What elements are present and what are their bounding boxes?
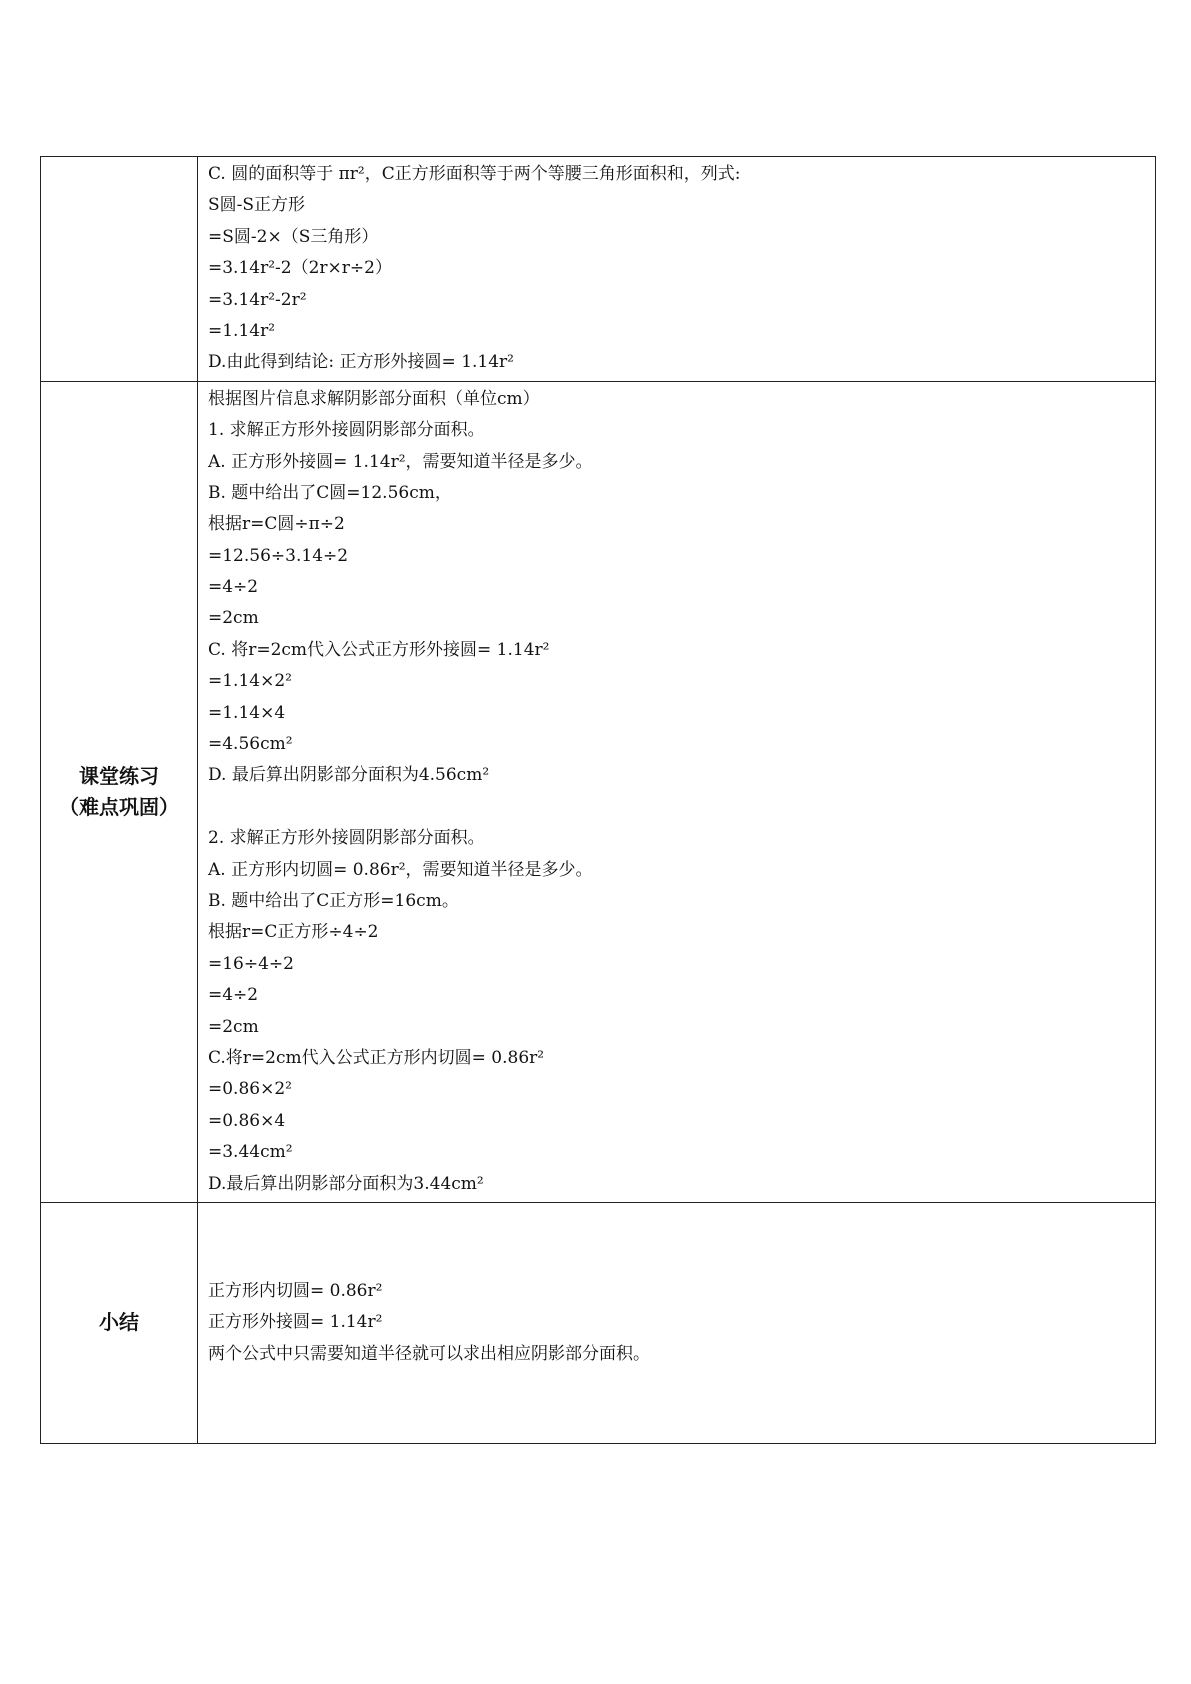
text-line: 两个公式中只需要知道半径就可以求出相应阴影部分面积。 xyxy=(208,1343,650,1364)
section-title: 小结 xyxy=(99,1310,139,1335)
text-line: D.由此得到结论: 正方形外接圆= 1.14r² xyxy=(208,352,514,373)
text-line: =3.14r²-2（2r×r÷2） xyxy=(208,258,392,279)
text-line: =2cm xyxy=(208,1016,259,1037)
table-row-practice xyxy=(41,381,1156,1202)
section-label-cell xyxy=(41,157,198,382)
text-line: B. 题中给出了C正方形=16cm。 xyxy=(208,890,459,911)
text-line: =0.86×2² xyxy=(208,1079,292,1100)
text-line: C. 将r=2cm代入公式正方形外接圆= 1.14r² xyxy=(208,639,550,660)
text-line: 1. 求解正方形外接圆阴影部分面积。 xyxy=(208,420,485,441)
text-line: =2cm xyxy=(208,608,259,629)
text-line: D.最后算出阴影部分面积为3.44cm² xyxy=(208,1173,484,1194)
text-line: 正方形内切圆= 0.86r² xyxy=(208,1280,383,1301)
text-line: =16÷4÷2 xyxy=(208,953,294,974)
text-line: =4.56cm² xyxy=(208,734,293,755)
text-line: B. 题中给出了C圆=12.56cm， xyxy=(208,482,452,503)
text-line: 根据r=C圆÷π÷2 xyxy=(208,514,345,535)
text-line: =12.56÷3.14÷2 xyxy=(208,545,349,566)
text-line: =0.86×4 xyxy=(208,1110,286,1131)
section-label-cell xyxy=(41,381,198,1202)
text-line: A. 正方形外接圆= 1.14r²，需要知道半径是多少。 xyxy=(208,451,593,472)
text-line: =1.14×2² xyxy=(208,671,292,692)
text-line: D. 最后算出阴影部分面积为4.56cm² xyxy=(208,765,490,786)
table-row-derivation xyxy=(41,157,1156,382)
derivation-content xyxy=(198,157,1156,382)
text-line: 根据图片信息求解阴影部分面积（单位cm） xyxy=(208,388,540,409)
text-line: 2. 求解正方形外接圆阴影部分面积。 xyxy=(208,828,485,849)
text-line: =3.14r²-2r² xyxy=(208,289,307,310)
text-line: C. 圆的面积等于 πr²，C正方形面积等于两个等腰三角形面积和，列式: xyxy=(208,164,741,184)
text-line: =1.14×4 xyxy=(208,702,286,723)
summary-content xyxy=(198,1202,1156,1443)
section-label-cell xyxy=(41,1202,198,1443)
lesson-table xyxy=(40,156,1156,1444)
text-line: =4÷2 xyxy=(208,985,259,1006)
text-line: =S圆-2×（S三角形） xyxy=(208,226,379,247)
text-line: 根据r=C正方形÷4÷2 xyxy=(208,922,379,943)
practice-content xyxy=(198,381,1156,1202)
section-title: 课堂练习 xyxy=(79,763,159,788)
text-line: =1.14r² xyxy=(208,320,276,341)
blank-line xyxy=(208,792,1155,823)
section-subtitle: （难点巩固） xyxy=(59,794,179,819)
text-line: C.将r=2cm代入公式正方形内切圆= 0.86r² xyxy=(208,1047,545,1068)
text-line: =4÷2 xyxy=(208,577,259,598)
table-row-summary xyxy=(41,1202,1156,1443)
text-line: S圆-S正方形 xyxy=(208,195,306,216)
text-line: =3.44cm² xyxy=(208,1142,293,1163)
text-line: A. 正方形内切圆= 0.86r²，需要知道半径是多少。 xyxy=(208,859,593,880)
text-line: 正方形外接圆= 1.14r² xyxy=(208,1312,383,1333)
